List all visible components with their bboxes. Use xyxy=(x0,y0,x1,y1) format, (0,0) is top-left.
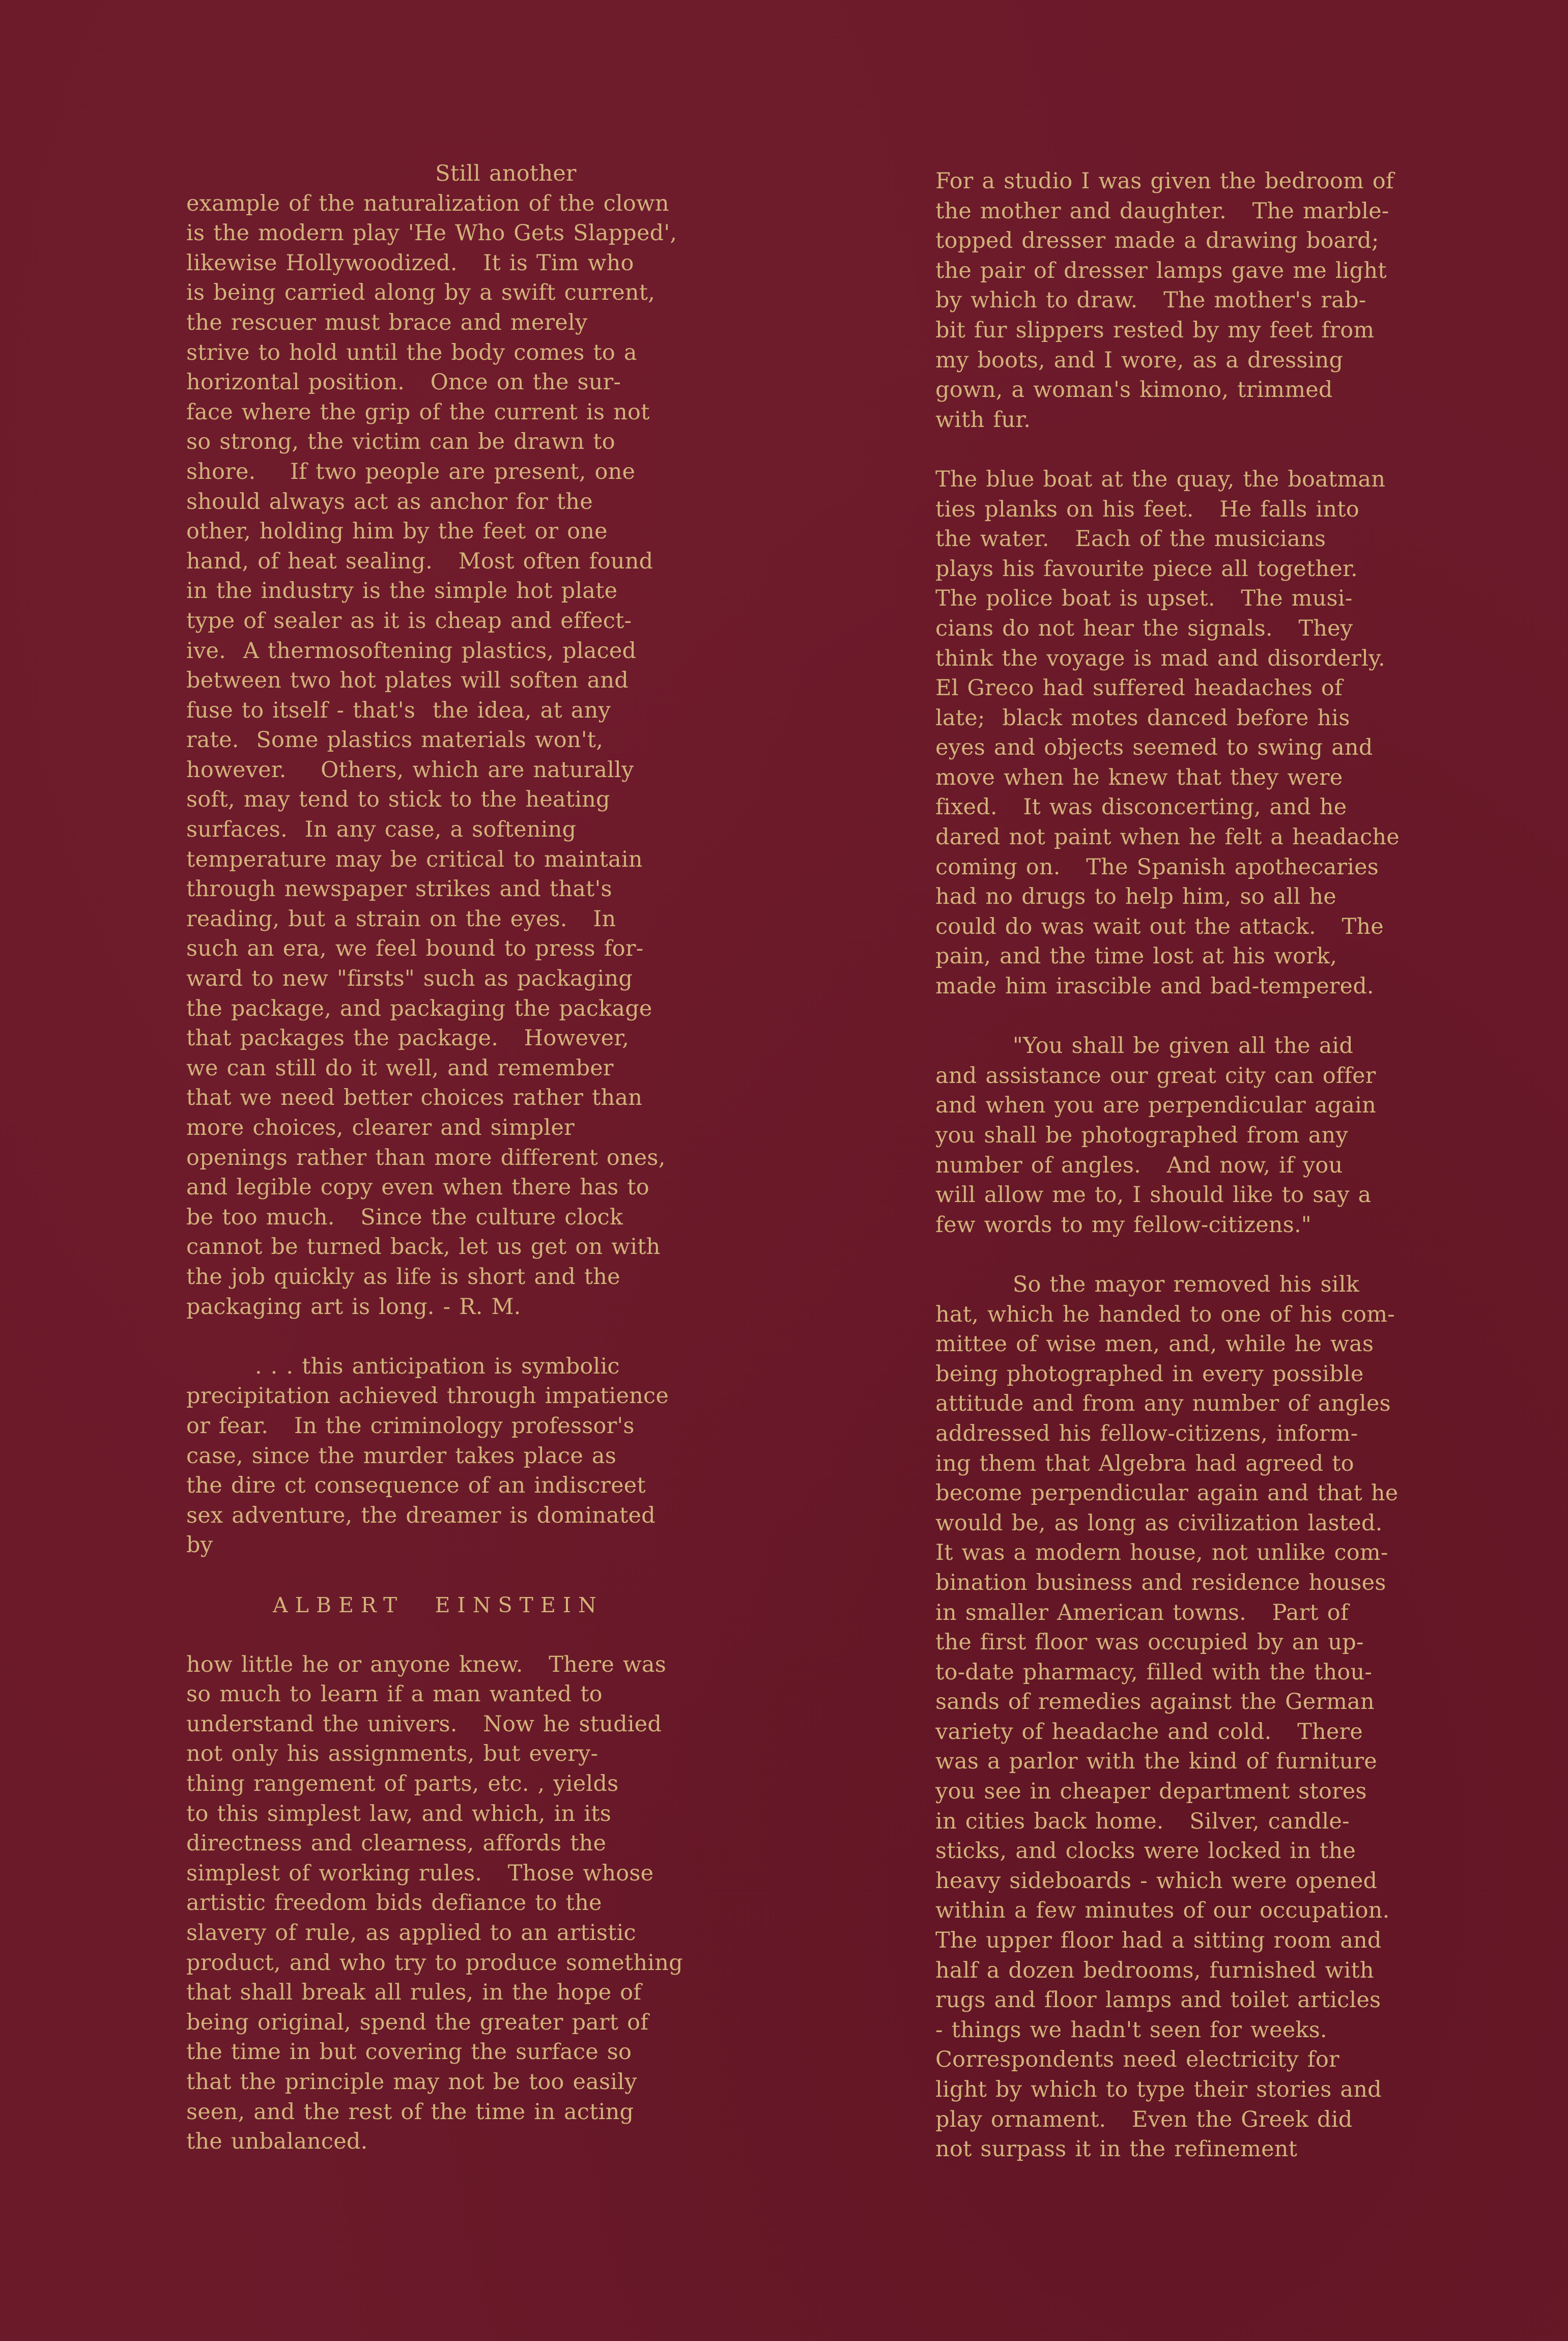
text-line: not only his assignments, but every- xyxy=(186,1741,598,1767)
text-line: cians do not hear the signals. They xyxy=(935,615,1353,641)
text-line: product, and who try to produce something xyxy=(186,1950,683,1976)
text-line: ward to new "firsts" such as packaging xyxy=(186,966,633,992)
text-line: within a few minutes of our occupation. xyxy=(935,1898,1390,1924)
text-line: sands of remedies against the German xyxy=(935,1689,1375,1715)
text-line: few words to my fellow-citizens." xyxy=(935,1212,1312,1238)
text-line: Still another xyxy=(186,161,577,186)
text-line: such an era, we feel bound to press for- xyxy=(186,936,644,962)
text-line: It was a modern house, not unlike com- xyxy=(935,1540,1388,1566)
text-line: shore. If two people are present, one xyxy=(186,459,636,484)
text-line: between two hot plates will soften and xyxy=(186,668,629,694)
text-line: more choices, clearer and simpler xyxy=(186,1115,575,1140)
text-line: we can still do it well, and remember xyxy=(186,1055,614,1081)
text-line: you see in cheaper department stores xyxy=(935,1779,1367,1805)
text-line: horizontal position. Once on the sur- xyxy=(186,369,621,395)
text-line: will allow me to, I should like to say a xyxy=(935,1182,1372,1208)
right-paragraph-2 xyxy=(935,465,1444,1002)
text-line: gown, a woman's kimono, trimmed xyxy=(935,377,1333,403)
text-line: be too much. Since the culture clock xyxy=(186,1204,623,1230)
text-line: could do was wait out the attack. The xyxy=(935,913,1384,939)
text-line: to this simplest law, and which, in its xyxy=(186,1801,611,1826)
text-line: that packages the package. However, xyxy=(186,1025,630,1051)
text-line: likewise Hollywoodized. It is Tim who xyxy=(186,250,634,276)
text-line: is the modern play 'He Who Gets Slapped', xyxy=(186,220,677,246)
left-paragraph-3 xyxy=(186,1650,705,2157)
text-line: plays his favourite piece all together. xyxy=(935,556,1358,582)
text-line: with fur. xyxy=(935,407,1031,433)
text-line: and when you are perpendicular again xyxy=(935,1093,1376,1119)
text-line: The police boat is upset. The musi- xyxy=(935,586,1353,612)
text-line: the water. Each of the musicians xyxy=(935,526,1326,552)
text-line: that the principle may not be too easily xyxy=(186,2069,637,2095)
text-line: fixed. It was disconcerting, and he xyxy=(935,794,1347,820)
text-line: you shall be photographed from any xyxy=(935,1123,1348,1148)
paragraph-gap xyxy=(935,435,1444,465)
text-line: - things we hadn't seen for weeks. xyxy=(935,2017,1327,2043)
text-line: think the voyage is mad and disorderly. xyxy=(935,645,1385,671)
right-paragraph-1 xyxy=(935,166,1444,435)
text-line: so much to learn if a man wanted to xyxy=(186,1681,603,1707)
text-line: slavery of rule, as applied to an artistic xyxy=(186,1920,636,1946)
text-line: attitude and from any number of angles xyxy=(935,1391,1391,1417)
text-line: not surpass it in the refinement xyxy=(935,2136,1298,2162)
text-line: sticks, and clocks were locked in the xyxy=(935,1838,1356,1864)
text-line: in smaller American towns. Part of xyxy=(935,1600,1349,1625)
text-line: that we need better choices rather than xyxy=(186,1085,643,1111)
text-line: artistic freedom bids defiance to the xyxy=(186,1890,602,1916)
text-line: ing them that Algebra had agreed to xyxy=(935,1450,1354,1476)
text-line: the unbalanced. xyxy=(186,2129,368,2155)
text-line: light by which to type their stories and xyxy=(935,2077,1382,2102)
text-line: topped dresser made a drawing board; xyxy=(935,228,1379,254)
text-line: variety of headache and cold. There xyxy=(935,1719,1363,1745)
text-line: directness and clearness, affords the xyxy=(186,1831,607,1857)
text-line: So the mayor removed his silk xyxy=(935,1271,1359,1297)
text-line: El Greco had suffered headaches of xyxy=(935,675,1343,701)
text-line: hand, of heat sealing. Most often found xyxy=(186,548,653,574)
text-line: is being carried along by a swift current, xyxy=(186,280,655,306)
paragraph-gap xyxy=(186,1322,705,1352)
text-line: however. Others, which are naturally xyxy=(186,757,634,783)
text-line: soft, may tend to stick to the heating xyxy=(186,787,610,813)
text-line: by xyxy=(186,1532,213,1558)
text-line: type of sealer as it is cheap and effect- xyxy=(186,608,632,634)
text-line: heavy sideboards - which were opened xyxy=(935,1868,1378,1894)
text-line: face where the grip of the current is not xyxy=(186,399,650,425)
text-line: reading, but a strain on the eyes. In xyxy=(186,906,616,932)
paragraph-gap xyxy=(935,1002,1444,1032)
text-line: the mother and daughter. The marble- xyxy=(935,198,1389,224)
section-heading: ALBERT EINSTEIN xyxy=(273,1592,604,1617)
text-line: the dire ct consequence of an indiscreet xyxy=(186,1473,646,1499)
text-line: fuse to itself - that's the idea, at any xyxy=(186,697,611,723)
text-line: to-date pharmacy, filled with the thou- xyxy=(935,1659,1373,1685)
text-line: by which to draw. The mother's rab- xyxy=(935,288,1366,313)
text-line: made him irascible and bad-tempered. xyxy=(935,974,1374,1000)
text-line: The upper floor had a sitting room and xyxy=(935,1928,1382,1954)
text-line: move when he knew that they were xyxy=(935,764,1343,790)
text-line: pain, and the time lost at his work, xyxy=(935,944,1337,969)
text-line: mittee of wise men, and, while he was xyxy=(935,1331,1374,1357)
text-line: was a parlor with the kind of furniture xyxy=(935,1749,1377,1775)
text-line: The blue boat at the quay, the boatman xyxy=(935,466,1386,492)
text-line: being original, spend the greater part of xyxy=(186,2009,649,2035)
text-line: surfaces. In any case, a softening xyxy=(186,817,577,843)
text-line: that shall break all rules, in the hope of xyxy=(186,1980,642,2006)
text-line: the job quickly as life is short and the xyxy=(186,1264,620,1290)
left-paragraph-1 xyxy=(186,159,705,1322)
text-line: half a dozen bedrooms, furnished with xyxy=(935,1957,1374,1983)
text-line: the time in but covering the surface so xyxy=(186,2039,632,2065)
text-line: "You shall be given all the aid xyxy=(935,1033,1354,1059)
text-line: Correspondents need electricity for xyxy=(935,2047,1339,2073)
text-line: bination business and residence houses xyxy=(935,1569,1386,1595)
text-line: would be, as long as civilization lasted. xyxy=(935,1510,1383,1536)
text-line: the first floor was occupied by an up- xyxy=(935,1630,1364,1655)
text-line: eyes and objects seemed to swing and xyxy=(935,735,1373,761)
text-line: or fear. In the criminology professor's xyxy=(186,1413,635,1439)
text-line: rate. Some plastics materials won't, xyxy=(186,727,604,753)
text-line: bit fur slippers rested by my feet from xyxy=(935,317,1375,343)
text-line: had no drugs to help him, so all he xyxy=(935,884,1336,910)
left-paragraph-2 xyxy=(186,1352,705,1560)
text-line: For a studio I was given the bedroom of xyxy=(935,168,1394,194)
text-line: simplest of working rules. Those whose xyxy=(186,1860,654,1886)
text-line: understand the univers. Now he studied xyxy=(186,1711,662,1737)
text-line: . . . this anticipation is symbolic xyxy=(186,1353,620,1379)
text-line: sex adventure, the dreamer is dominated xyxy=(186,1502,655,1528)
text-line: ties planks on his feet. He falls into xyxy=(935,496,1359,522)
text-line: number of angles. And now, if you xyxy=(935,1152,1343,1178)
text-line: the rescuer must brace and merely xyxy=(186,309,588,335)
paragraph-gap xyxy=(186,1620,705,1650)
text-line: example of the naturalization of the clown xyxy=(186,190,669,216)
text-line: temperature may be critical to maintain xyxy=(186,846,643,872)
text-line: precipitation achieved through impatience xyxy=(186,1383,669,1409)
text-line: become perpendicular again and that he xyxy=(935,1480,1399,1506)
text-line: strive to hold until the body comes to a xyxy=(186,339,637,365)
text-line: so strong, the victim can be drawn to xyxy=(186,429,615,455)
text-line: dared not paint when he felt a headache xyxy=(935,824,1400,850)
text-line: through newspaper strikes and that's xyxy=(186,876,612,902)
text-line: being photographed in every possible xyxy=(935,1361,1364,1387)
text-line: case, since the murder takes place as xyxy=(186,1443,616,1469)
text-line: hat, which he handed to one of his com- xyxy=(935,1301,1395,1327)
text-line: should always act as anchor for the xyxy=(186,489,593,515)
text-line: the package, and packaging the package xyxy=(186,995,652,1021)
text-line: and assistance our great city can offer xyxy=(935,1063,1376,1089)
paragraph-gap xyxy=(935,1240,1444,1270)
text-line: openings rather than more different ones, xyxy=(186,1145,666,1170)
left-column xyxy=(186,159,705,2157)
right-paragraph-3 xyxy=(935,1031,1444,1240)
text-line: how little he or anyone knew. There was xyxy=(186,1651,667,1677)
text-line: and legible copy even when there has to xyxy=(186,1175,649,1201)
text-line: the pair of dresser lamps gave me light xyxy=(935,258,1387,283)
text-line: late; black motes danced before his xyxy=(935,705,1350,731)
text-line: thing rangement of parts, etc. , yields xyxy=(186,1771,619,1797)
text-line: packaging art is long. - R. M. xyxy=(186,1294,521,1320)
text-line: cannot be turned back, let us get on with xyxy=(186,1234,661,1260)
text-line: my boots, and I wore, as a dressing xyxy=(935,347,1344,373)
text-line: ive. A thermosoftening plastics, placed xyxy=(186,638,637,664)
right-paragraph-4 xyxy=(935,1270,1444,2164)
text-line: coming on. The Spanish apothecaries xyxy=(935,854,1379,880)
text-line: rugs and floor lamps and toilet articles xyxy=(935,1987,1381,2013)
text-line: other, holding him by the feet or one xyxy=(186,519,608,545)
text-line: seen, and the rest of the time in acting xyxy=(186,2099,634,2125)
text-line: in the industry is the simple hot plate xyxy=(186,578,618,604)
text-line: addressed his fellow-citizens, inform- xyxy=(935,1420,1358,1446)
paragraph-gap xyxy=(186,1560,705,1590)
text-line: in cities back home. Silver, candle- xyxy=(935,1808,1350,1834)
right-column xyxy=(935,166,1444,2164)
text-line: play ornament. Even the Greek did xyxy=(935,2106,1353,2132)
